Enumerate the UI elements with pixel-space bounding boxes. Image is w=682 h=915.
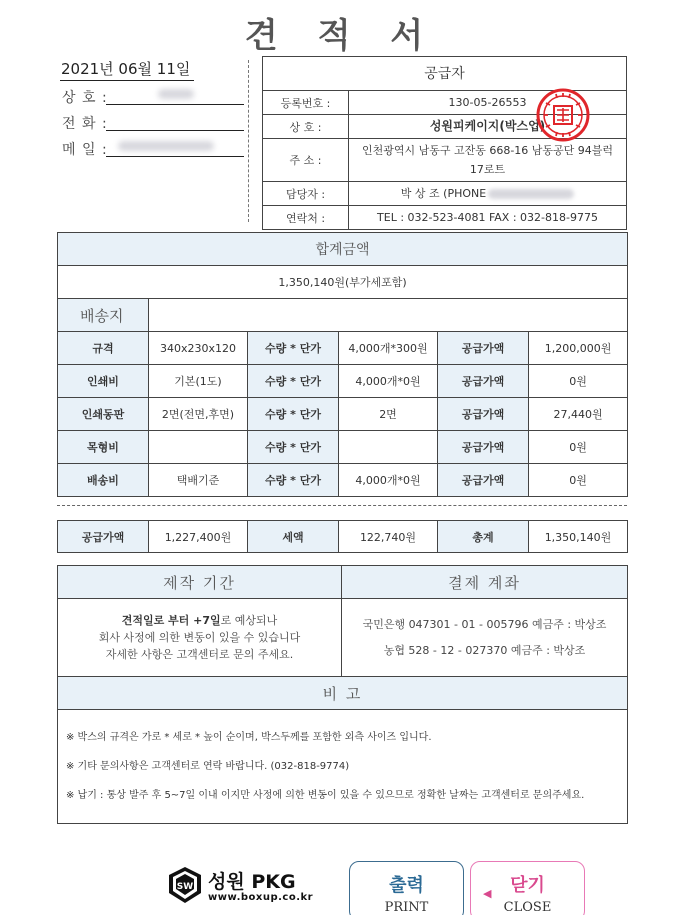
item-qty: 2면 — [339, 398, 438, 431]
item-supply-label: 공급가액 — [438, 431, 529, 464]
left-arrow-icon: ◀ — [483, 887, 492, 900]
supplier-company-label: 상 호 : — [263, 115, 349, 138]
item-qty: 4,000개*0원 — [339, 464, 438, 497]
production-line2: 회사 사정에 의한 변동이 있을 수 있습니다 — [98, 631, 301, 644]
payment-details — [342, 599, 628, 677]
note-line: ※ 기타 문의사항은 고객센터로 연락 바랍니다. (032-818-9774) — [66, 761, 350, 772]
totals-tax-value: 122,740원 — [339, 521, 438, 553]
company-logo — [168, 864, 328, 908]
totals-supply-label: 공급가액 — [58, 521, 149, 553]
print-button[interactable] — [349, 861, 464, 915]
production-heading: 제작 기간 — [58, 566, 342, 599]
item-supply: 1,200,000원 — [529, 332, 628, 365]
totals-table — [57, 520, 628, 553]
company-seal-stamp — [536, 88, 590, 142]
item-name: 인쇄동판 — [58, 398, 149, 431]
customer-company-row — [60, 85, 248, 107]
customer-company-label: 상 호 : — [62, 90, 108, 106]
item-row-plate — [58, 398, 628, 431]
supplier-regno-value: 130-05-26553 — [448, 96, 527, 109]
customer-phone-row — [60, 111, 248, 133]
notes-body — [58, 710, 628, 824]
item-supply-label: 공급가액 — [438, 464, 529, 497]
divider-horizontal — [57, 505, 627, 506]
supplier-row-manager — [263, 181, 626, 205]
item-supply: 0원 — [529, 464, 628, 497]
item-row-printing — [58, 365, 628, 398]
note-line: ※ 납기 : 통상 발주 후 5~7일 이내 이지만 사정에 의한 변동이 있을 수 있으므로 정확한 날짜는 고객센터로 문의주세요. — [66, 790, 585, 801]
item-spec — [149, 431, 248, 464]
total-amount-heading: 합계금액 — [58, 233, 628, 266]
item-qty-label: 수량 * 단가 — [248, 431, 339, 464]
production-details — [58, 599, 342, 677]
payment-account-kb: 국민은행 047301 - 01 - 005796 예금주 : 박상조 — [362, 617, 607, 631]
item-qty-label: 수량 * 단가 — [248, 365, 339, 398]
supplier-company-value: 성원피케이지(박스업) — [429, 119, 546, 133]
item-name: 규격 — [58, 332, 149, 365]
total-amount-value: 1,350,140원(부가세포함) — [58, 266, 628, 299]
customer-email-row — [60, 137, 248, 159]
item-name: 목형비 — [58, 431, 149, 464]
item-spec: 340x230x120 — [149, 332, 248, 365]
item-qty-label: 수량 * 단가 — [248, 332, 339, 365]
totals-grand-label: 총계 — [438, 521, 529, 553]
item-supply-label: 공급가액 — [438, 398, 529, 431]
supplier-address-value: 인천광역시 남동구 고잔동 668-16 남동공단 94블럭 17로트 — [361, 144, 614, 176]
item-qty: 4,000개*300원 — [339, 332, 438, 365]
item-spec: 2면(전면,후면) — [149, 398, 248, 431]
production-line3: 자세한 사항은 고객센터로 문의 주세요. — [105, 648, 294, 661]
item-name: 인쇄비 — [58, 365, 149, 398]
page-title: 견 적 서 — [244, 16, 438, 56]
info-table — [57, 565, 628, 824]
print-button-label: 출력 — [389, 875, 424, 896]
item-spec: 기본(1도) — [149, 365, 248, 398]
logo-url: www.boxup.co.kr — [208, 892, 314, 903]
item-row-spec — [58, 332, 628, 365]
supplier-row-address — [263, 138, 626, 181]
notes-heading: 비 고 — [58, 677, 628, 710]
item-qty-label: 수량 * 단가 — [248, 464, 339, 497]
item-qty: 4,000개*0원 — [339, 365, 438, 398]
supplier-manager-value — [349, 182, 626, 205]
production-line1-rest: 로 예상되나 — [220, 614, 278, 627]
item-spec: 택배기준 — [149, 464, 248, 497]
item-supply: 0원 — [529, 431, 628, 464]
item-supply-label: 공급가액 — [438, 365, 529, 398]
redacted-phone — [488, 189, 574, 199]
item-name: 배송비 — [58, 464, 149, 497]
quote-date: 2021년 06월 11일 — [60, 58, 194, 81]
supplier-address-label: 주 소 : — [263, 139, 349, 181]
supplier-heading: 공급자 — [263, 57, 626, 91]
svg-text:SW: SW — [176, 882, 194, 892]
totals-grand-value: 1,350,140원 — [529, 521, 628, 553]
item-qty — [339, 431, 438, 464]
sw-logo-icon — [168, 866, 202, 904]
quote-main-table — [57, 232, 628, 497]
customer-company-value — [106, 85, 244, 105]
close-button-label: 닫기 — [510, 875, 545, 896]
customer-email-label: 메 일 : — [62, 142, 108, 158]
item-qty-label: 수량 * 단가 — [248, 398, 339, 431]
print-button-sublabel: PRINT — [384, 900, 429, 915]
totals-tax-label: 세액 — [248, 521, 339, 553]
close-button[interactable] — [470, 861, 585, 915]
supplier-row-contact — [263, 205, 626, 229]
item-row-shipping — [58, 464, 628, 497]
item-supply: 27,440원 — [529, 398, 628, 431]
customer-email-value — [106, 137, 244, 157]
supplier-contact-value: TEL : 032-523-4081 FAX : 032-818-9775 — [377, 211, 598, 224]
divider-vertical — [248, 60, 249, 222]
item-supply-label: 공급가액 — [438, 332, 529, 365]
close-button-sublabel: CLOSE — [503, 900, 552, 915]
customer-phone-value — [106, 111, 244, 131]
totals-supply-value: 1,227,400원 — [149, 521, 248, 553]
supplier-box — [262, 56, 627, 230]
payment-heading: 결제 계좌 — [342, 566, 628, 599]
item-supply: 0원 — [529, 365, 628, 398]
item-row-diecut — [58, 431, 628, 464]
shipping-address-value — [149, 299, 628, 332]
customer-phone-label: 전 화 : — [62, 116, 108, 132]
production-lead-time: 견적일로 부터 +7일 — [121, 614, 221, 627]
payment-account-nh: 농협 528 - 12 - 027370 예금주 : 박상조 — [383, 643, 586, 657]
supplier-manager-label: 담당자 : — [263, 182, 349, 205]
supplier-contact-label: 연락처 : — [263, 206, 349, 229]
note-line: ※ 박스의 규격은 가로 * 세로 * 높이 순이며, 박스두께를 포함한 외측 사이즈 입니다. — [66, 732, 432, 743]
supplier-manager-text: 박 상 조 (PHONE — [400, 187, 487, 200]
logo-name: 성원 PKG — [208, 871, 296, 893]
supplier-regno-label: 등록번호 : — [263, 91, 349, 114]
customer-info — [60, 58, 248, 159]
shipping-address-label: 배송지 — [58, 299, 149, 332]
